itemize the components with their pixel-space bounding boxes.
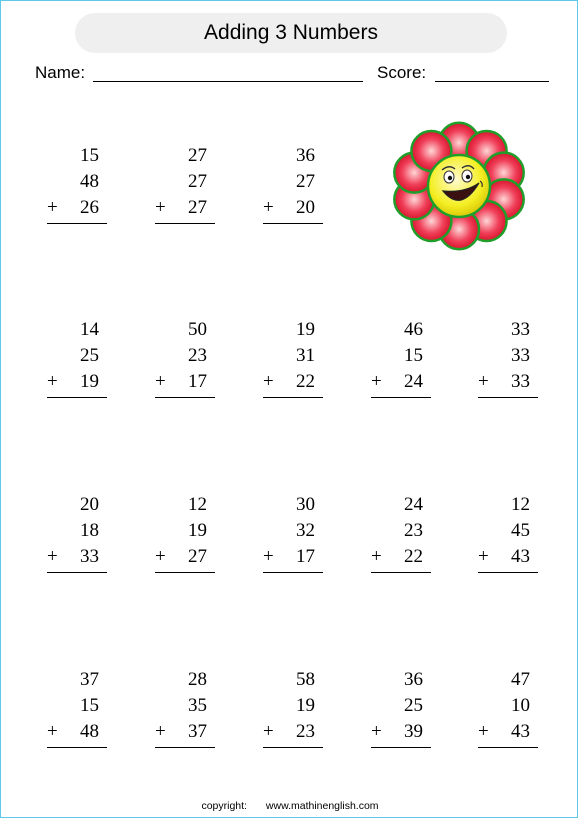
addend-1: 28 bbox=[188, 669, 207, 690]
answer-line bbox=[47, 397, 107, 398]
addition-problem bbox=[478, 319, 538, 403]
answer-line bbox=[263, 397, 323, 398]
addend-1: 46 bbox=[404, 319, 423, 340]
addend-1: 36 bbox=[404, 669, 423, 690]
addend-2: 33 bbox=[511, 345, 530, 366]
answer-line bbox=[263, 572, 323, 573]
addend-3: 33 bbox=[80, 546, 99, 567]
addend-3: 33 bbox=[511, 371, 530, 392]
smiling-flower-icon bbox=[387, 119, 531, 253]
answer-line bbox=[155, 397, 215, 398]
name-line bbox=[93, 81, 363, 82]
addition-problem bbox=[155, 669, 215, 753]
addend-3: 27 bbox=[188, 197, 207, 218]
addend-2: 15 bbox=[404, 345, 423, 366]
plus-sign: + bbox=[155, 197, 166, 218]
plus-sign: + bbox=[263, 546, 274, 567]
addend-3: 20 bbox=[296, 197, 315, 218]
plus-sign: + bbox=[478, 546, 489, 567]
answer-line bbox=[155, 223, 215, 224]
addend-2: 25 bbox=[404, 695, 423, 716]
addend-2: 18 bbox=[80, 520, 99, 541]
addend-2: 23 bbox=[188, 345, 207, 366]
answer-line bbox=[371, 572, 431, 573]
addend-1: 47 bbox=[511, 669, 530, 690]
copyright-label: copyright: bbox=[201, 800, 247, 812]
addition-problem bbox=[263, 494, 323, 578]
addend-2: 19 bbox=[188, 520, 207, 541]
addend-1: 33 bbox=[511, 319, 530, 340]
addition-problem bbox=[263, 145, 323, 229]
answer-line bbox=[47, 572, 107, 573]
addend-2: 45 bbox=[511, 520, 530, 541]
addend-2: 35 bbox=[188, 695, 207, 716]
addend-3: 27 bbox=[188, 546, 207, 567]
addition-problem bbox=[263, 319, 323, 403]
addend-2: 15 bbox=[80, 695, 99, 716]
answer-line bbox=[47, 223, 107, 224]
plus-sign: + bbox=[47, 546, 58, 567]
addition-problem bbox=[371, 319, 431, 403]
addition-problem bbox=[155, 494, 215, 578]
addend-1: 15 bbox=[80, 145, 99, 166]
score-line bbox=[435, 81, 549, 82]
plus-sign: + bbox=[478, 721, 489, 742]
addend-3: 39 bbox=[404, 721, 423, 742]
copyright-site: www.mathinenglish.com bbox=[265, 800, 379, 812]
addend-2: 23 bbox=[404, 520, 423, 541]
addend-2: 48 bbox=[80, 171, 99, 192]
addend-1: 12 bbox=[188, 494, 207, 515]
plus-sign: + bbox=[47, 721, 58, 742]
plus-sign: + bbox=[478, 371, 489, 392]
addition-problem bbox=[47, 669, 107, 753]
addition-problem bbox=[371, 494, 431, 578]
plus-sign: + bbox=[371, 721, 382, 742]
addend-2: 27 bbox=[296, 171, 315, 192]
plus-sign: + bbox=[263, 371, 274, 392]
plus-sign: + bbox=[155, 546, 166, 567]
addend-2: 32 bbox=[296, 520, 315, 541]
answer-line bbox=[263, 747, 323, 748]
name-score-row bbox=[35, 61, 547, 85]
addend-1: 30 bbox=[296, 494, 315, 515]
addend-3: 17 bbox=[296, 546, 315, 567]
addition-problem bbox=[47, 494, 107, 578]
addend-3: 37 bbox=[188, 721, 207, 742]
addition-problem bbox=[47, 319, 107, 403]
worksheet-title: Adding 3 Numbers bbox=[75, 13, 507, 53]
addition-problem bbox=[263, 669, 323, 753]
addition-problem bbox=[478, 669, 538, 753]
addend-3: 43 bbox=[511, 546, 530, 567]
addend-1: 20 bbox=[80, 494, 99, 515]
addition-problem bbox=[155, 319, 215, 403]
addend-1: 19 bbox=[296, 319, 315, 340]
plus-sign: + bbox=[263, 721, 274, 742]
plus-sign: + bbox=[47, 197, 58, 218]
answer-line bbox=[371, 747, 431, 748]
score-label: Score: bbox=[377, 63, 427, 82]
addend-1: 12 bbox=[511, 494, 530, 515]
addend-2: 31 bbox=[296, 345, 315, 366]
addend-3: 22 bbox=[296, 371, 315, 392]
answer-line bbox=[155, 747, 215, 748]
addend-1: 24 bbox=[404, 494, 423, 515]
addend-3: 19 bbox=[80, 371, 99, 392]
plus-sign: + bbox=[371, 371, 382, 392]
addition-problem bbox=[371, 669, 431, 753]
addend-1: 36 bbox=[296, 145, 315, 166]
addend-3: 43 bbox=[511, 721, 530, 742]
plus-sign: + bbox=[47, 371, 58, 392]
plus-sign: + bbox=[263, 197, 274, 218]
addend-1: 50 bbox=[188, 319, 207, 340]
copyright-footer bbox=[1, 800, 578, 812]
addend-1: 58 bbox=[296, 669, 315, 690]
addend-3: 17 bbox=[188, 371, 207, 392]
addend-3: 23 bbox=[296, 721, 315, 742]
addend-3: 48 bbox=[80, 721, 99, 742]
answer-line bbox=[155, 572, 215, 573]
name-label: Name: bbox=[35, 63, 86, 82]
plus-sign: + bbox=[155, 371, 166, 392]
addend-3: 22 bbox=[404, 546, 423, 567]
addend-3: 26 bbox=[80, 197, 99, 218]
addend-1: 37 bbox=[80, 669, 99, 690]
answer-line bbox=[371, 397, 431, 398]
addend-1: 14 bbox=[80, 319, 99, 340]
addend-2: 25 bbox=[80, 345, 99, 366]
answer-line bbox=[478, 747, 538, 748]
addition-problem bbox=[47, 145, 107, 229]
addend-2: 10 bbox=[511, 695, 530, 716]
answer-line bbox=[478, 397, 538, 398]
answer-line bbox=[478, 572, 538, 573]
answer-line bbox=[47, 747, 107, 748]
addition-problem bbox=[478, 494, 538, 578]
answer-line bbox=[263, 223, 323, 224]
addition-problem bbox=[155, 145, 215, 229]
addend-1: 27 bbox=[188, 145, 207, 166]
plus-sign: + bbox=[155, 721, 166, 742]
addend-2: 27 bbox=[188, 171, 207, 192]
addend-2: 19 bbox=[296, 695, 315, 716]
plus-sign: + bbox=[371, 546, 382, 567]
addend-3: 24 bbox=[404, 371, 423, 392]
